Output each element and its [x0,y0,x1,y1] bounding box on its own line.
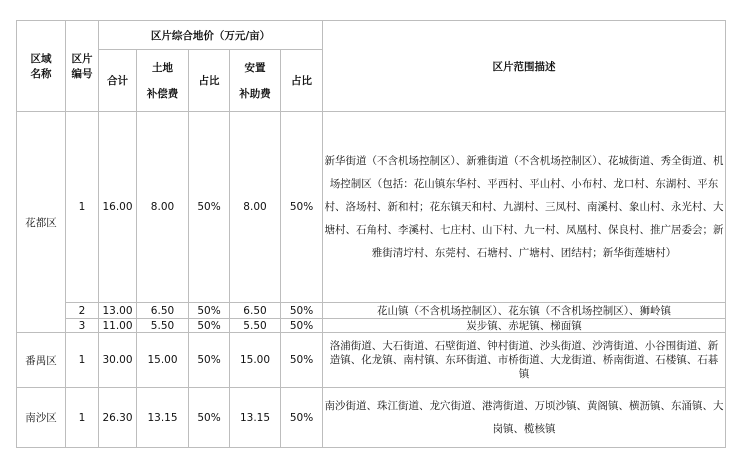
region-name: 番禺区 [17,333,66,388]
header-region: 区域 名称 [17,21,66,112]
land-compensation: 6.50 [137,303,189,319]
region-name: 花都区 [17,112,66,333]
total-price: 13.00 [99,303,137,319]
resettlement-subsidy: 8.00 [230,112,281,303]
header-group-title: 区片综合地价（万元/亩） [99,21,323,50]
header-zone: 区片 编号 [66,21,99,112]
resettlement-subsidy: 6.50 [230,303,281,319]
zone-description: 南沙街道、珠江街道、龙穴街道、港湾街道、万顷沙镇、黄阁镇、横沥镇、东涌镇、大岗镇、榄核镇 [323,388,726,448]
ratio-land: 50% [189,388,230,448]
ratio-resettlement: 50% [281,333,323,388]
zone-number: 1 [66,112,99,303]
header-row-top [17,21,726,50]
zone-number: 2 [66,303,99,319]
land-price-table [16,20,726,448]
zone-number: 1 [66,333,99,388]
table-row [17,388,726,448]
table-row [17,112,726,303]
table-row [17,333,726,388]
zone-description: 炭步镇、赤坭镇、梯面镇 [323,319,726,333]
header-resettlement: 安置 补助费 [230,50,281,112]
header-ratio-1: 占比 [189,50,230,112]
zone-description: 花山镇（不含机场控制区）、花东镇（不含机场控制区）、狮岭镇 [323,303,726,319]
total-price: 11.00 [99,319,137,333]
total-price: 26.30 [99,388,137,448]
ratio-land: 50% [189,319,230,333]
land-compensation: 13.15 [137,388,189,448]
land-compensation: 15.00 [137,333,189,388]
total-price: 30.00 [99,333,137,388]
header-total: 合计 [99,50,137,112]
table-row [17,303,726,319]
ratio-land: 50% [189,333,230,388]
zone-number: 1 [66,388,99,448]
ratio-land: 50% [189,303,230,319]
ratio-land: 50% [189,112,230,303]
header-land-compensation: 土地 补偿费 [137,50,189,112]
total-price: 16.00 [99,112,137,303]
table-row [17,319,726,333]
region-name: 南沙区 [17,388,66,448]
zone-description: 洛浦街道、大石街道、石壁街道、钟村街道、沙头街道、沙湾街道、小谷围街道、新造镇、化龙镇、南村镇、东环街道、市桥街道、大龙街道、桥南街道、石楼镇、石碁镇 [323,333,726,388]
ratio-resettlement: 50% [281,303,323,319]
resettlement-subsidy: 15.00 [230,333,281,388]
resettlement-subsidy: 5.50 [230,319,281,333]
resettlement-subsidy: 13.15 [230,388,281,448]
land-compensation: 8.00 [137,112,189,303]
header-description: 区片范围描述 [323,21,726,112]
zone-number: 3 [66,319,99,333]
ratio-resettlement: 50% [281,319,323,333]
land-compensation: 5.50 [137,319,189,333]
ratio-resettlement: 50% [281,112,323,303]
ratio-resettlement: 50% [281,388,323,448]
header-ratio-2: 占比 [281,50,323,112]
zone-description: 新华街道（不含机场控制区）、新雅街道（不含机场控制区）、花城街道、秀全街道、机场控制区（包括：花山镇东华村、平西村、平山村、小布村、龙口村、东湖村、平东村、洛场村、新和村；花东镇天和村、九湖村、三凤村、南溪村、象山村、永光村、大塘村、石角村、李溪村、七庄村、山下村、九一村、凤凰村、保良村、推广居委会；新雅街清坾村、东莞村、石塘村、广塘村、团结村；新华街莲塘村） [323,112,726,303]
